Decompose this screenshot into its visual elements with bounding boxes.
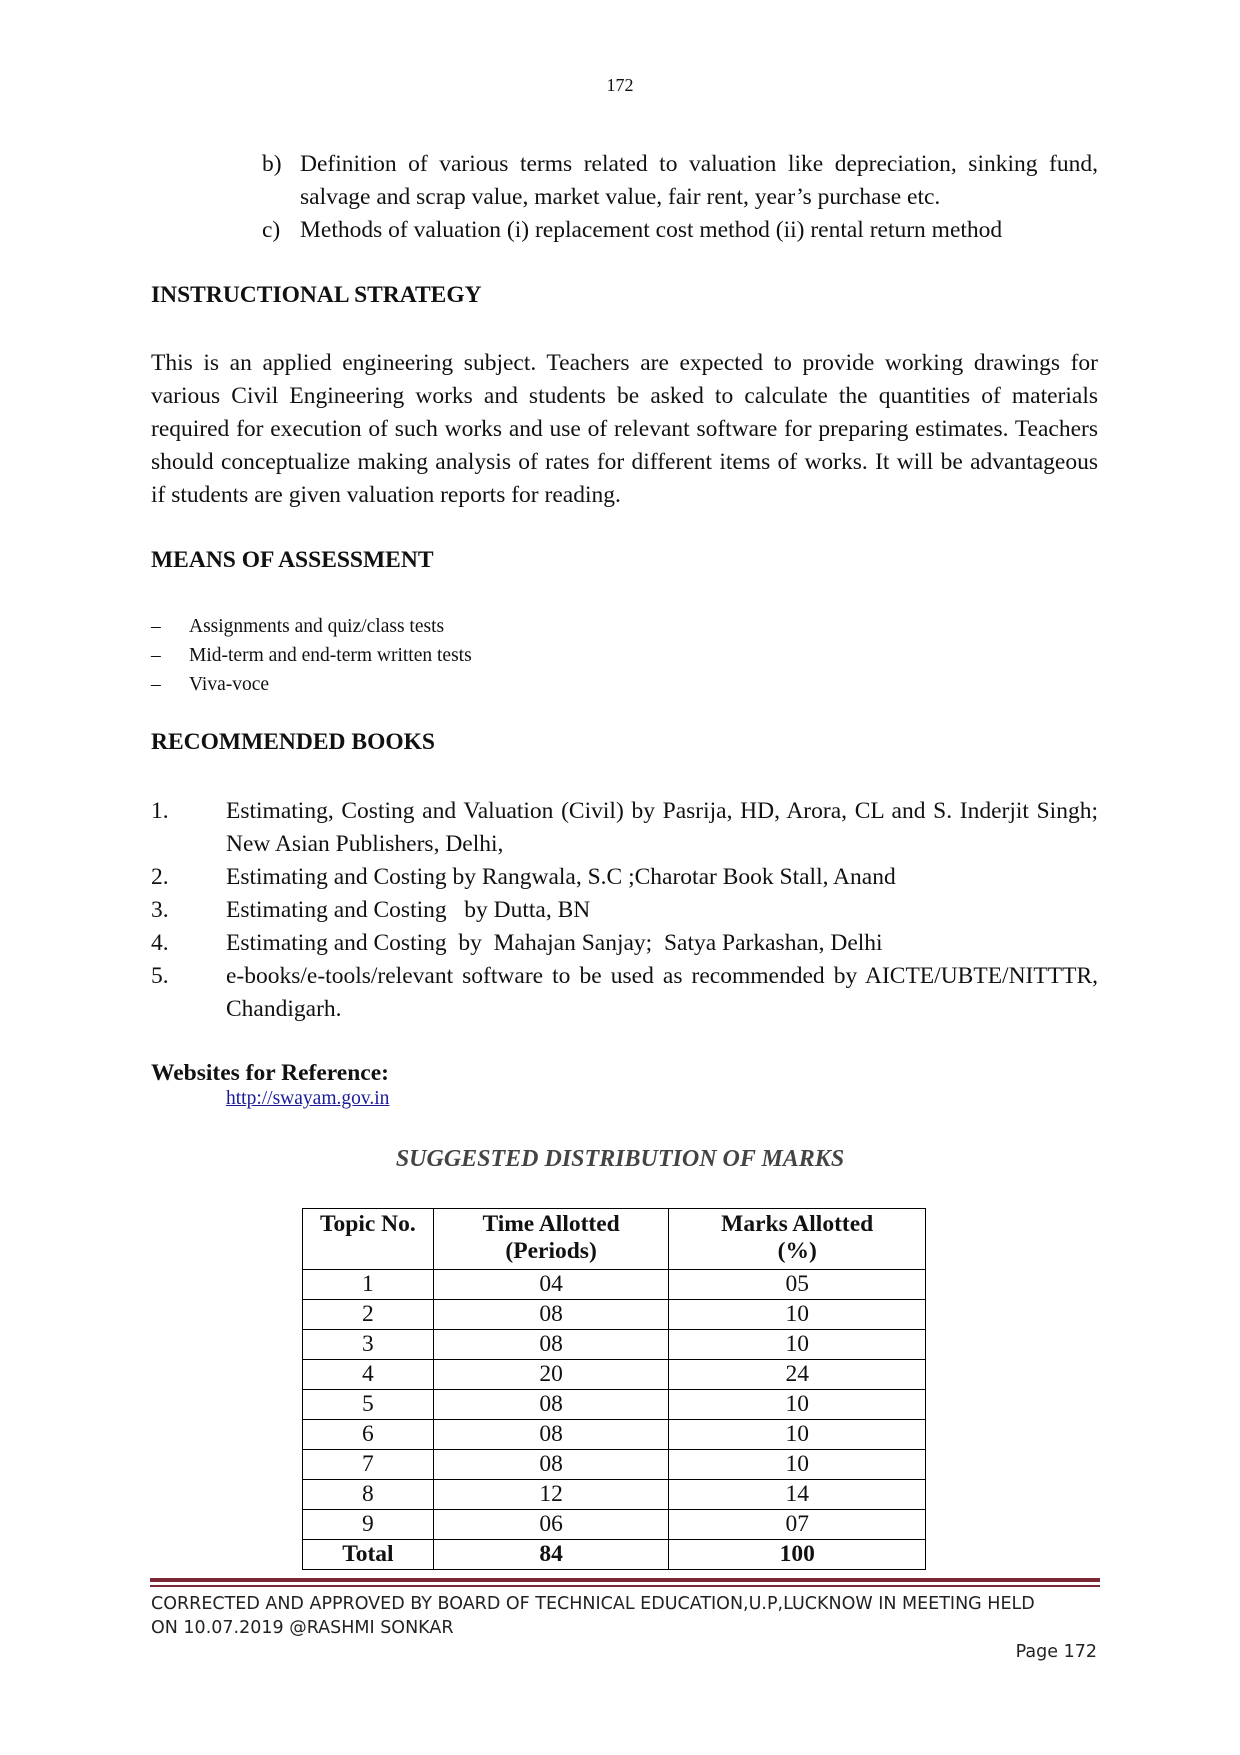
table-cell: 5 bbox=[303, 1390, 434, 1420]
table-total-row bbox=[303, 1540, 926, 1570]
table-cell: 06 bbox=[433, 1510, 669, 1540]
header-line: Topic No. bbox=[320, 1211, 416, 1237]
table-cell: 10 bbox=[669, 1420, 926, 1450]
list-item-text: Assignments and quiz/class tests bbox=[189, 616, 445, 637]
footer-line: ON 10.07.2019 @RASHMI SONKAR bbox=[151, 1618, 454, 1638]
table-cell: 12 bbox=[433, 1480, 669, 1510]
table-total-cell: 100 bbox=[669, 1540, 926, 1570]
list-item bbox=[151, 641, 472, 670]
book-item bbox=[151, 927, 1098, 960]
list-item-text: Viva-voce bbox=[189, 674, 270, 695]
assessment-list bbox=[151, 612, 472, 699]
table-cell: 10 bbox=[669, 1300, 926, 1330]
recommended-books-heading: RECOMMENDED BOOKS bbox=[151, 729, 435, 755]
table-cell: 08 bbox=[433, 1330, 669, 1360]
book-number: 4. bbox=[151, 930, 169, 956]
valuation-item bbox=[262, 214, 1098, 247]
footer-divider-thick bbox=[150, 1578, 1100, 1582]
book-text: Estimating, Costing and Valuation (Civil) by Pasrija, HD, Arora, CL and S. Inderjit Singh; New Asian Publishers, Delhi, bbox=[226, 798, 1098, 857]
book-item bbox=[151, 861, 1098, 894]
page-number-header: 172 bbox=[606, 75, 634, 95]
valuation-item-list bbox=[262, 148, 1098, 247]
book-text: Estimating and Costing by Dutta, BN bbox=[226, 897, 591, 923]
table-cell: 10 bbox=[669, 1330, 926, 1360]
table-body bbox=[303, 1270, 926, 1570]
column-header-topic bbox=[303, 1209, 434, 1270]
marks-distribution-table bbox=[302, 1208, 926, 1570]
item-marker: c) bbox=[262, 217, 281, 243]
footer-page-label: Page 172 bbox=[1015, 1642, 1097, 1662]
link-text[interactable]: http://swayam.gov.in bbox=[226, 1088, 390, 1109]
column-header-marks bbox=[669, 1209, 926, 1270]
header-line: Time Allotted bbox=[482, 1211, 620, 1237]
table-cell: 04 bbox=[433, 1270, 669, 1300]
header-line: (%) bbox=[777, 1238, 817, 1264]
book-number: 2. bbox=[151, 864, 169, 890]
table-row bbox=[303, 1510, 926, 1540]
websites-heading: Websites for Reference: bbox=[151, 1060, 389, 1086]
book-text: Estimating and Costing by Mahajan Sanjay; Satya Parkashan, Delhi bbox=[226, 930, 883, 956]
table-cell: 10 bbox=[669, 1390, 926, 1420]
footer-line: CORRECTED AND APPROVED BY BOARD OF TECHNICAL EDUCATION,U.P,LUCKNOW IN MEETING HELD bbox=[151, 1594, 1035, 1614]
header-line: (Periods) bbox=[505, 1238, 597, 1264]
table-row bbox=[303, 1420, 926, 1450]
table-cell: 1 bbox=[303, 1270, 434, 1300]
item-text: Methods of valuation (i) replacement cost method (ii) rental return method bbox=[300, 217, 1003, 243]
instructional-strategy-paragraph: This is an applied engineering subject. Teachers are expected to provide working drawings for various Civil Engineering works and students be asked to calculate the quantities of materials required for execution of such works and use of relevant software for preparing estimates. Teachers should conceptualize making analysis of rates for different items of works. It will be advantageous if students are given valuation reports for reading. bbox=[151, 350, 1098, 508]
table-row bbox=[303, 1360, 926, 1390]
valuation-item bbox=[262, 148, 1098, 214]
books-list bbox=[151, 795, 1098, 1026]
instructional-strategy-heading: INSTRUCTIONAL STRATEGY bbox=[151, 282, 482, 308]
swayam-link[interactable] bbox=[151, 1088, 389, 1110]
table-cell: 4 bbox=[303, 1360, 434, 1390]
item-marker: b) bbox=[262, 151, 282, 177]
book-item bbox=[151, 795, 1098, 861]
book-number: 3. bbox=[151, 897, 169, 923]
table-cell: 2 bbox=[303, 1300, 434, 1330]
book-number: 5. bbox=[151, 963, 169, 989]
header-line: Marks Allotted bbox=[721, 1211, 874, 1237]
book-number: 1. bbox=[151, 798, 169, 824]
book-item bbox=[151, 960, 1098, 1026]
table-cell: 8 bbox=[303, 1480, 434, 1510]
book-item bbox=[151, 894, 1098, 927]
list-item-text: Mid-term and end-term written tests bbox=[189, 645, 472, 666]
table-row bbox=[303, 1450, 926, 1480]
table-cell: 05 bbox=[669, 1270, 926, 1300]
table-row bbox=[303, 1300, 926, 1330]
table-cell: 6 bbox=[303, 1420, 434, 1450]
book-text: Estimating and Costing by Rangwala, S.C ;Charotar Book Stall, Anand bbox=[226, 864, 896, 890]
footer-approval-note bbox=[151, 1592, 1035, 1640]
table-total-cell: Total bbox=[303, 1540, 434, 1570]
table-cell: 07 bbox=[669, 1510, 926, 1540]
list-item bbox=[151, 612, 472, 641]
dash-bullet: – bbox=[151, 674, 161, 695]
dash-bullet: – bbox=[151, 645, 161, 666]
table-cell: 08 bbox=[433, 1390, 669, 1420]
table-cell: 08 bbox=[433, 1420, 669, 1450]
means-of-assessment-heading: MEANS OF ASSESSMENT bbox=[151, 547, 434, 573]
list-item bbox=[151, 670, 472, 699]
table-cell: 9 bbox=[303, 1510, 434, 1540]
table-total-cell: 84 bbox=[433, 1540, 669, 1570]
table-cell: 10 bbox=[669, 1450, 926, 1480]
table-row bbox=[303, 1330, 926, 1360]
table-cell: 14 bbox=[669, 1480, 926, 1510]
column-header-time bbox=[433, 1209, 669, 1270]
table-cell: 20 bbox=[433, 1360, 669, 1390]
table-cell: 7 bbox=[303, 1450, 434, 1480]
table-cell: 24 bbox=[669, 1360, 926, 1390]
table-cell: 08 bbox=[433, 1450, 669, 1480]
table-row bbox=[303, 1480, 926, 1510]
table-row bbox=[303, 1390, 926, 1420]
table-header-row bbox=[303, 1209, 926, 1270]
marks-distribution-title: SUGGESTED DISTRIBUTION OF MARKS bbox=[395, 1146, 845, 1172]
item-text: Definition of various terms related to valuation like depreciation, sinking fund, salvage and scrap value, market value, fair rent, year’s purchase etc. bbox=[300, 151, 1098, 210]
book-text: e-books/e-tools/relevant software to be used as recommended by AICTE/UBTE/NITTTR, Chandigarh. bbox=[226, 963, 1098, 1022]
table-cell: 3 bbox=[303, 1330, 434, 1360]
dash-bullet: – bbox=[151, 616, 161, 637]
table-row bbox=[303, 1270, 926, 1300]
table-cell: 08 bbox=[433, 1300, 669, 1330]
footer-divider-thin bbox=[150, 1585, 1100, 1587]
